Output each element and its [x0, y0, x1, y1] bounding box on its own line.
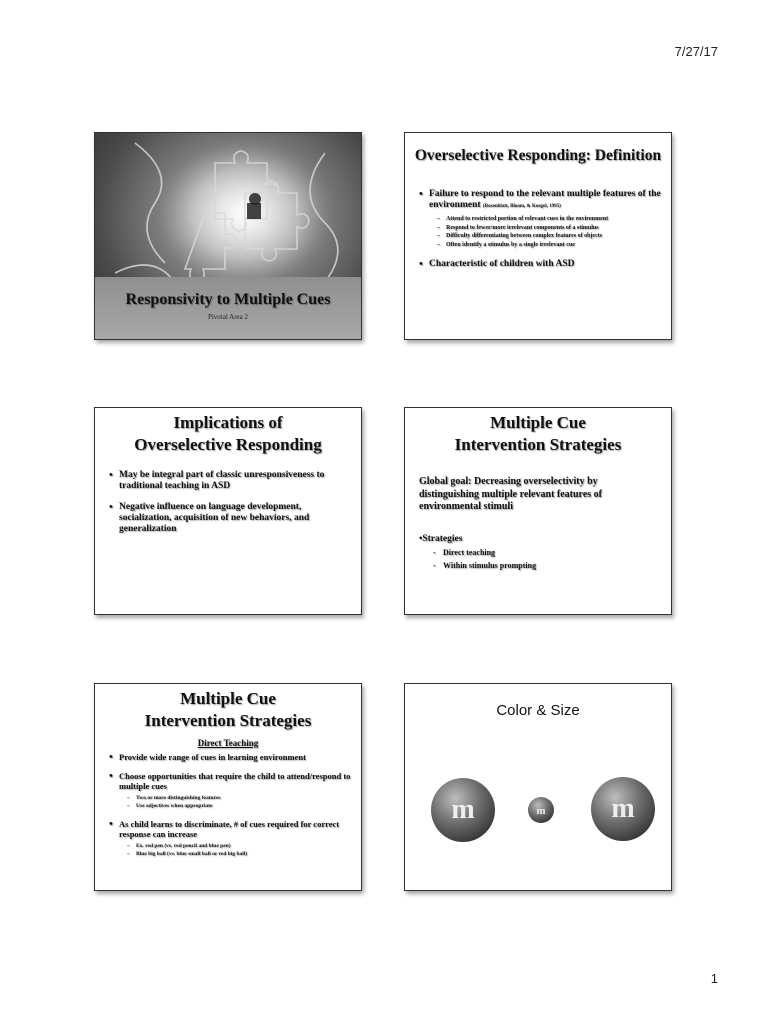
page-number: 1: [710, 971, 718, 986]
list-item: [109, 771, 351, 810]
list-item: - Within stimulus prompting: [433, 559, 671, 572]
list-item: [419, 189, 661, 249]
strategies-list: [405, 546, 671, 572]
sub-list: [119, 842, 351, 858]
strategies-label: •Strategies: [419, 533, 463, 544]
list-item: • Negative influence on language development, socialization, acquisition of new behaviors, and generalization: [109, 502, 351, 535]
title-line-1: Implications of: [173, 413, 283, 432]
slide-2-definition: [404, 132, 672, 340]
title-line-1: Multiple Cue: [180, 689, 276, 708]
title-line-2: Intervention Strategies: [454, 435, 622, 454]
large-candy-left: [431, 778, 495, 842]
slide-6-color-size: [404, 683, 672, 891]
slide-4-strategies: [404, 407, 672, 615]
small-candy-center: [528, 797, 554, 823]
list-item: - Direct teaching: [433, 546, 671, 559]
sub-item: – Attend to restricted portion of relevant cues in the environment: [437, 215, 661, 224]
sub-item: – Ex. red pen (vs. red pencil and blue pen): [127, 842, 351, 850]
list-item: • Characteristic of children with ASD: [419, 259, 661, 270]
slide-1-subtitle: Pivotal Area 2: [207, 313, 249, 321]
svg-text:m: m: [611, 793, 635, 824]
large-candy-right: [591, 777, 655, 841]
slide-2-bullets: [405, 189, 671, 270]
slide-5-bullets: [95, 752, 361, 858]
bullet-text: Failure to respond to the relevant multiple features of the environment: [429, 189, 661, 210]
slide-5-title: [95, 688, 361, 732]
list-item: • May be integral part of classic unresponsiveness to traditional teaching in ASD: [109, 470, 351, 492]
candy-image: [405, 684, 671, 890]
sub-item: – Blue big ball (vs. blue small ball or red big ball): [127, 850, 351, 858]
section-heading: Direct Teaching: [197, 738, 259, 748]
svg-text:m: m: [536, 805, 546, 817]
svg-text:m: m: [451, 794, 475, 825]
global-goal: Global goal: Decreasing overselectivity by distinguishing multiple relevant features of environmental stimuli: [419, 476, 602, 512]
slide-5-direct-teaching: [94, 683, 362, 891]
slide-3-title: [95, 412, 361, 456]
slide-1-title: Responsivity to Multiple Cues: [125, 291, 331, 308]
title-line-1: Multiple Cue: [490, 413, 586, 432]
sub-item: – Two or more distinguishing features: [127, 794, 351, 802]
slide-1-title-slide: [94, 132, 362, 340]
slide-3-implications: [94, 407, 362, 615]
slide-2-title: Overselective Responding: Definition: [414, 147, 662, 164]
slide-6-title: Color & Size: [496, 702, 580, 719]
sub-item: – Often identify a stimulus by a single irrelevant cue: [437, 241, 661, 250]
bullet-text: As child learns to discriminate, # of cues required for correct response can increase: [119, 819, 340, 839]
header-date: 7/27/17: [674, 44, 718, 59]
sub-list: [119, 794, 351, 810]
slide-3-bullets: [95, 470, 361, 535]
slide-4-title: [405, 412, 671, 456]
bullet-text: Choose opportunities that require the child to attend/respond to multiple cues: [119, 771, 351, 791]
sub-item: – Respond to fewer/more irrelevant components of a stimulus: [437, 224, 661, 233]
sub-item: – Difficulty differentiating between complex features of objects: [437, 232, 661, 241]
citation: (Rosenblatt, Bloom, & Koegel, 1995): [482, 204, 561, 209]
list-item: [109, 819, 351, 858]
sub-item: – Use adjectives when appropriate: [127, 802, 351, 810]
sub-list: [429, 215, 661, 249]
title-line-2: Overselective Responding: [134, 435, 322, 454]
list-item: • Provide wide range of cues in learning environment: [109, 752, 351, 762]
title-line-2: Intervention Strategies: [144, 711, 312, 730]
